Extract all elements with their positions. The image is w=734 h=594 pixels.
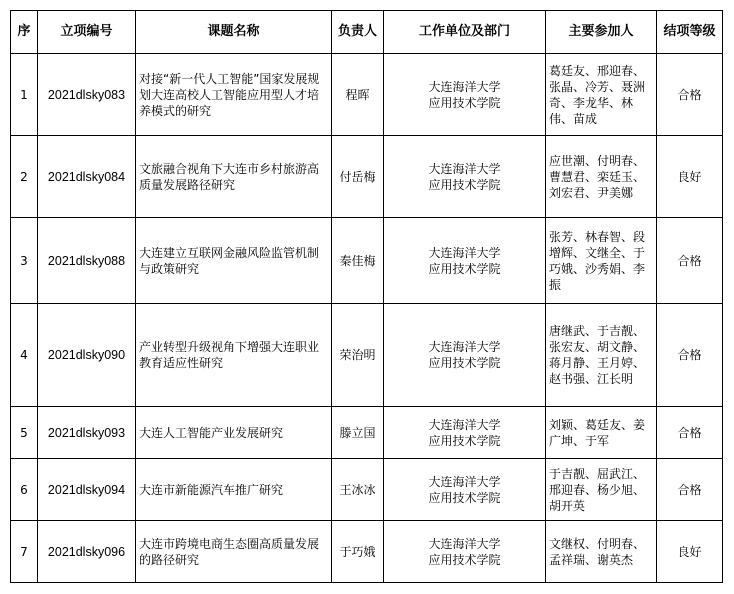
unit-department: 应用技术学院 bbox=[428, 177, 501, 192]
row-index: 1 bbox=[11, 54, 38, 136]
unit-department: 应用技术学院 bbox=[428, 552, 501, 567]
row-leader: 荣治明 bbox=[332, 304, 384, 407]
row-unit bbox=[384, 407, 546, 459]
row-leader: 滕立国 bbox=[332, 407, 384, 459]
row-grade: 合格 bbox=[657, 218, 723, 304]
header-grade: 结项等级 bbox=[657, 11, 723, 54]
row-code: 2021dlsky088 bbox=[38, 218, 136, 304]
row-grade: 合格 bbox=[657, 459, 723, 521]
row-index: 5 bbox=[11, 407, 38, 459]
row-members: 葛廷友、邢迎春、张晶、冷芳、聂洲奇、李龙华、林伟、苗成 bbox=[546, 54, 657, 136]
unit-name: 大连海洋大学 bbox=[428, 245, 501, 260]
row-index: 7 bbox=[11, 521, 38, 583]
header-project-title: 课题名称 bbox=[136, 11, 332, 54]
header-unit: 工作单位及部门 bbox=[384, 11, 546, 54]
header-project-code: 立项编号 bbox=[38, 11, 136, 54]
row-leader: 于巧娥 bbox=[332, 521, 384, 583]
row-title: 大连建立互联网金融风险监管机制与政策研究 bbox=[136, 218, 332, 304]
table-row bbox=[11, 54, 723, 136]
row-leader: 程晖 bbox=[332, 54, 384, 136]
unit-name: 大连海洋大学 bbox=[428, 161, 501, 176]
header-members: 主要参加人 bbox=[546, 11, 657, 54]
row-leader: 秦佳梅 bbox=[332, 218, 384, 304]
unit-name: 大连海洋大学 bbox=[428, 417, 501, 432]
row-code: 2021dlsky094 bbox=[38, 459, 136, 521]
unit-name: 大连海洋大学 bbox=[428, 474, 501, 489]
table-row bbox=[11, 136, 723, 218]
unit-department: 应用技术学院 bbox=[428, 433, 501, 448]
row-title: 对接“新一代人工智能”国家发展规划大连高校人工智能应用型人才培养模式的研究 bbox=[136, 54, 332, 136]
row-title: 大连市新能源汽车推广研究 bbox=[136, 459, 332, 521]
row-members: 刘颖、葛廷友、姜广坤、于军 bbox=[546, 407, 657, 459]
row-unit bbox=[384, 136, 546, 218]
row-title: 产业转型升级视角下增强大连职业教育适应性研究 bbox=[136, 304, 332, 407]
table-row bbox=[11, 218, 723, 304]
row-unit bbox=[384, 218, 546, 304]
table-row bbox=[11, 407, 723, 459]
row-code: 2021dlsky084 bbox=[38, 136, 136, 218]
row-unit bbox=[384, 521, 546, 583]
project-table bbox=[10, 10, 723, 583]
row-unit bbox=[384, 459, 546, 521]
row-grade: 合格 bbox=[657, 407, 723, 459]
row-code: 2021dlsky096 bbox=[38, 521, 136, 583]
row-grade: 良好 bbox=[657, 136, 723, 218]
row-grade: 合格 bbox=[657, 54, 723, 136]
row-members: 文继权、付明春、孟祥瑞、谢英杰 bbox=[546, 521, 657, 583]
row-code: 2021dlsky083 bbox=[38, 54, 136, 136]
row-members: 应世潮、付明春、曹慧君、栾廷玉、刘宏君、尹美娜 bbox=[546, 136, 657, 218]
row-code: 2021dlsky093 bbox=[38, 407, 136, 459]
row-index: 6 bbox=[11, 459, 38, 521]
unit-department: 应用技术学院 bbox=[428, 356, 501, 370]
unit-name: 大连海洋大学 bbox=[428, 340, 501, 354]
row-members: 张芳、林春智、段增辉、文继全、于巧娥、沙秀娟、李振 bbox=[546, 218, 657, 304]
row-title: 文旅融合视角下大连市乡村旅游高质量发展路径研究 bbox=[136, 136, 332, 218]
header-leader: 负责人 bbox=[332, 11, 384, 54]
row-grade: 良好 bbox=[657, 521, 723, 583]
row-grade: 合格 bbox=[657, 304, 723, 407]
unit-name: 大连海洋大学 bbox=[428, 79, 501, 94]
row-leader: 付岳梅 bbox=[332, 136, 384, 218]
unit-department: 应用技术学院 bbox=[428, 95, 501, 110]
row-title: 大连人工智能产业发展研究 bbox=[136, 407, 332, 459]
row-index: 4 bbox=[11, 304, 38, 407]
row-code: 2021dlsky090 bbox=[38, 304, 136, 407]
unit-department: 应用技术学院 bbox=[428, 490, 501, 505]
table-header-row bbox=[11, 11, 723, 54]
table-row bbox=[11, 521, 723, 583]
unit-department: 应用技术学院 bbox=[428, 261, 501, 276]
row-index: 3 bbox=[11, 218, 38, 304]
row-leader: 王冰冰 bbox=[332, 459, 384, 521]
table-row bbox=[11, 304, 723, 407]
row-unit bbox=[384, 54, 546, 136]
row-unit bbox=[384, 304, 546, 407]
header-index: 序 bbox=[11, 11, 38, 54]
unit-name: 大连海洋大学 bbox=[428, 536, 501, 551]
table-row bbox=[11, 459, 723, 521]
row-title: 大连市跨境电商生态圈高质量发展的路径研究 bbox=[136, 521, 332, 583]
row-members: 于吉靓、屈武江、邢迎春、杨少旭、胡开英 bbox=[546, 459, 657, 521]
row-index: 2 bbox=[11, 136, 38, 218]
row-members: 唐继武、于吉靓、张宏友、胡文静、蒋月静、王月婷、赵书强、江长明 bbox=[546, 304, 657, 407]
